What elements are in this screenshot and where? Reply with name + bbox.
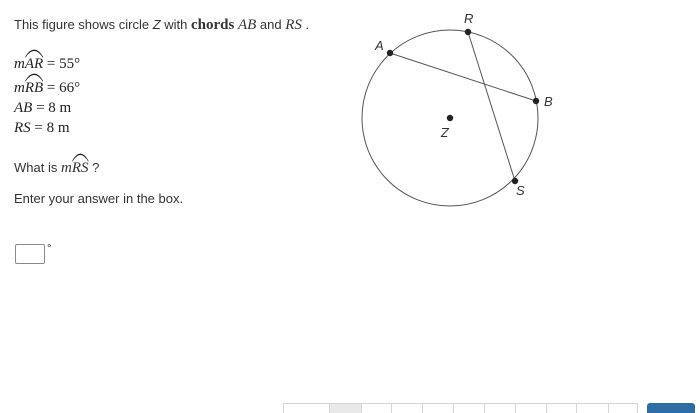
nav-segment[interactable] (453, 403, 484, 413)
degree-unit: ° (47, 243, 52, 255)
circle-name: Z (152, 17, 161, 32)
nav-segment[interactable] (422, 403, 453, 413)
point-b (533, 98, 539, 104)
arc-rb (25, 80, 43, 97)
segment-ab-label: AB (14, 100, 33, 116)
arc-rb-value: = 66° (43, 80, 81, 96)
next-button[interactable] (647, 403, 695, 413)
nav-segment[interactable] (361, 403, 391, 413)
label-b: B (544, 94, 553, 109)
chord-ab (390, 53, 536, 101)
point-z (447, 115, 453, 121)
segment-rs-label: RS (14, 120, 31, 136)
intro-end: . (301, 17, 310, 32)
given-arc-rb (14, 80, 80, 97)
answer-input[interactable] (15, 244, 45, 264)
chord-rs (468, 32, 515, 181)
nav-segment[interactable] (391, 403, 422, 413)
label-a: A (375, 38, 384, 53)
given-arc-ar (14, 56, 80, 73)
and-word: and (256, 17, 286, 32)
nav-segment[interactable] (515, 403, 546, 413)
nav-segment-active[interactable] (329, 403, 361, 413)
chord-ab-label: AB (237, 17, 257, 33)
instruction-text: Enter your answer in the box. (14, 191, 184, 206)
measure-prefix: m (14, 80, 25, 96)
intro-text-middle: with (160, 17, 192, 32)
given-segment-rs (14, 120, 70, 137)
prompt-text: What is (14, 160, 61, 175)
arc-ar-label: AR (24, 56, 44, 72)
arc-rs-label: RS (71, 160, 89, 176)
label-z: Z (441, 125, 449, 140)
nav-segment[interactable] (283, 403, 329, 413)
question-prompt (14, 160, 99, 177)
arc-ar (25, 56, 43, 73)
intro-text: This figure shows circle (14, 17, 153, 32)
arc-ar-value: = 55° (43, 56, 81, 72)
question-navigation (283, 403, 638, 413)
segment-ab-value: = 8 m (32, 100, 72, 116)
nav-segment[interactable] (484, 403, 515, 413)
label-r: R (464, 11, 474, 26)
label-s: S (516, 183, 525, 198)
point-a (387, 50, 393, 56)
arc-rs (72, 160, 89, 177)
chord-rs-label: RS (285, 17, 302, 33)
prompt-prefix: m (60, 160, 72, 176)
point-r (465, 29, 471, 35)
arc-rb-label: RB (24, 80, 44, 96)
nav-segment[interactable] (608, 403, 638, 413)
chords-word: chords (191, 17, 235, 33)
prompt-end: ? (88, 160, 100, 175)
question-intro (14, 17, 309, 34)
nav-segment[interactable] (546, 403, 576, 413)
measure-prefix: m (14, 56, 25, 72)
prompt-measure (61, 160, 89, 176)
nav-segment[interactable] (576, 403, 608, 413)
given-segment-ab (14, 100, 71, 117)
circle-figure (355, 8, 565, 213)
segment-rs-value: = 8 m (30, 120, 70, 136)
